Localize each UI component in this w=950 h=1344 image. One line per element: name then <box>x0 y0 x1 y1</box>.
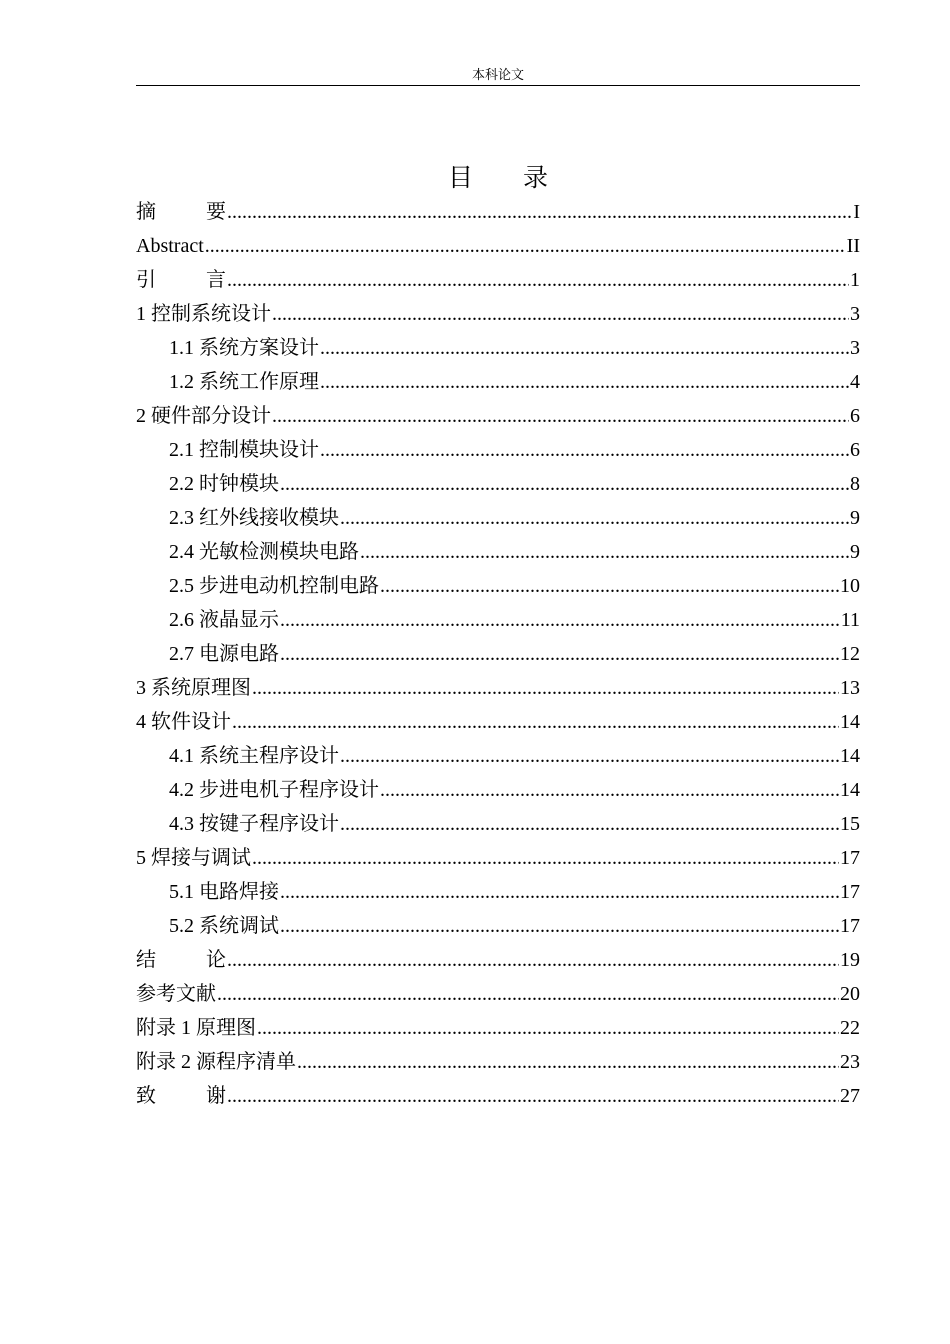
toc-entry-label: 2.6 液晶显示 <box>169 609 279 631</box>
toc-entry[interactable] <box>136 705 860 739</box>
toc-entry-label: 1 控制系统设计 <box>136 303 271 325</box>
toc-entry-label: 1.1 系统方案设计 <box>169 337 319 359</box>
toc-dot-leader <box>217 977 839 1011</box>
toc-entry[interactable] <box>136 603 860 637</box>
toc-entry-page: 9 <box>850 507 860 529</box>
toc-entry-label: 2.2 时钟模块 <box>169 473 279 495</box>
toc-entry[interactable] <box>136 909 860 943</box>
toc-dot-leader <box>380 569 839 603</box>
toc-dot-leader <box>272 399 849 433</box>
toc-entry-page: 19 <box>840 949 860 971</box>
toc-dot-leader <box>340 739 839 773</box>
toc-entry[interactable] <box>136 841 860 875</box>
toc-entry-page: 11 <box>840 609 860 631</box>
toc-entry-page: I <box>853 201 860 223</box>
toc-dot-leader <box>272 297 849 331</box>
toc-entry-label: 4.2 步进电机子程序设计 <box>169 779 379 801</box>
toc-entry-label: 结 论 <box>136 949 226 971</box>
toc-entry[interactable] <box>136 569 860 603</box>
toc-entry[interactable] <box>136 399 860 433</box>
toc-entry-label: 3 系统原理图 <box>136 677 251 699</box>
toc-entry-page: 14 <box>840 779 860 801</box>
toc-entry-label: 2.4 光敏检测模块电路 <box>169 541 359 563</box>
toc-entry-label: 1.2 系统工作原理 <box>169 371 319 393</box>
toc-entry[interactable] <box>136 773 860 807</box>
toc-dot-leader <box>340 807 839 841</box>
toc-entry[interactable] <box>136 1079 860 1113</box>
toc-dot-leader <box>320 365 849 399</box>
toc-entry-page: 9 <box>850 541 860 563</box>
toc-entry-label: 4.1 系统主程序设计 <box>169 745 339 767</box>
page-header: 本科论文 <box>471 67 524 82</box>
toc-entry[interactable] <box>136 535 860 569</box>
toc-entry-label: 5.1 电路焊接 <box>169 881 279 903</box>
toc-dot-leader <box>252 841 839 875</box>
toc-entry-page: II <box>846 235 860 257</box>
toc-dot-leader <box>257 1011 839 1045</box>
toc-entry-page: 3 <box>850 303 860 325</box>
toc-entry-page: 15 <box>840 813 860 835</box>
toc-entry-page: 12 <box>840 643 860 665</box>
table-of-contents <box>136 195 860 1113</box>
toc-dot-leader <box>380 773 839 807</box>
toc-entry[interactable] <box>136 807 860 841</box>
toc-dot-leader <box>297 1045 839 1079</box>
toc-entry[interactable] <box>136 739 860 773</box>
toc-entry-page: 14 <box>840 711 860 733</box>
toc-entry-label: 5 焊接与调试 <box>136 847 251 869</box>
toc-entry-label: 4 软件设计 <box>136 711 231 733</box>
toc-dot-leader <box>227 1079 839 1113</box>
toc-entry-page: 17 <box>840 915 860 937</box>
toc-entry-page: 23 <box>840 1051 860 1073</box>
toc-entry-label: Abstract <box>136 235 204 257</box>
toc-entry-page: 8 <box>850 473 860 495</box>
toc-entry[interactable] <box>136 331 860 365</box>
toc-entry[interactable] <box>136 297 860 331</box>
toc-entry[interactable] <box>136 1045 860 1079</box>
toc-entry[interactable] <box>136 875 860 909</box>
toc-entry[interactable] <box>136 433 860 467</box>
toc-entry[interactable] <box>136 365 860 399</box>
toc-entry-page: 22 <box>840 1017 860 1039</box>
toc-entry[interactable] <box>136 977 860 1011</box>
toc-entry-page: 17 <box>840 881 860 903</box>
toc-entry[interactable] <box>136 671 860 705</box>
toc-entry-label: 2.5 步进电动机控制电路 <box>169 575 379 597</box>
header-rule <box>136 85 860 86</box>
toc-entry-label: 2 硬件部分设计 <box>136 405 271 427</box>
toc-dot-leader <box>232 705 839 739</box>
toc-entry-label: 附录 1 原理图 <box>136 1017 256 1039</box>
toc-entry-label: 附录 2 源程序清单 <box>136 1051 296 1073</box>
toc-entry[interactable] <box>136 263 860 297</box>
toc-entry[interactable] <box>136 943 860 977</box>
toc-entry-page: 6 <box>850 439 860 461</box>
toc-entry-page: 1 <box>850 269 860 291</box>
toc-entry[interactable] <box>136 467 860 501</box>
toc-dot-leader <box>280 637 839 671</box>
toc-entry-label: 2.1 控制模块设计 <box>169 439 319 461</box>
toc-entry-label: 2.7 电源电路 <box>169 643 279 665</box>
toc-dot-leader <box>280 875 839 909</box>
toc-entry-page: 14 <box>840 745 860 767</box>
toc-dot-leader <box>340 501 849 535</box>
toc-dot-leader <box>280 909 839 943</box>
toc-dot-leader <box>227 263 849 297</box>
toc-dot-leader <box>320 433 849 467</box>
toc-entry[interactable] <box>136 229 860 263</box>
toc-entry[interactable] <box>136 1011 860 1045</box>
toc-entry-page: 6 <box>850 405 860 427</box>
toc-entry[interactable] <box>136 195 860 229</box>
toc-entry-label: 参考文献 <box>136 983 216 1005</box>
toc-entry-label: 摘 要 <box>136 201 226 223</box>
toc-dot-leader <box>227 943 839 977</box>
toc-dot-leader <box>227 195 852 229</box>
toc-entry-page: 3 <box>850 337 860 359</box>
toc-dot-leader <box>252 671 839 705</box>
toc-dot-leader <box>320 331 849 365</box>
toc-entry-page: 10 <box>840 575 860 597</box>
toc-entry-page: 17 <box>840 847 860 869</box>
toc-entry[interactable] <box>136 501 860 535</box>
toc-entry-label: 致 谢 <box>136 1085 226 1107</box>
toc-dot-leader <box>280 467 849 501</box>
toc-entry-page: 13 <box>840 677 860 699</box>
toc-dot-leader <box>280 603 840 637</box>
toc-entry-page: 4 <box>850 371 860 393</box>
toc-entry-page: 20 <box>840 983 860 1005</box>
toc-dot-leader <box>360 535 849 569</box>
toc-title: 目 录 <box>447 163 548 192</box>
toc-entry-label: 引 言 <box>136 269 226 291</box>
toc-entry-page: 27 <box>840 1085 860 1107</box>
toc-entry-label: 2.3 红外线接收模块 <box>169 507 339 529</box>
toc-entry-label: 4.3 按键子程序设计 <box>169 813 339 835</box>
toc-entry-label: 5.2 系统调试 <box>169 915 279 937</box>
toc-dot-leader <box>205 229 846 263</box>
toc-entry[interactable] <box>136 637 860 671</box>
